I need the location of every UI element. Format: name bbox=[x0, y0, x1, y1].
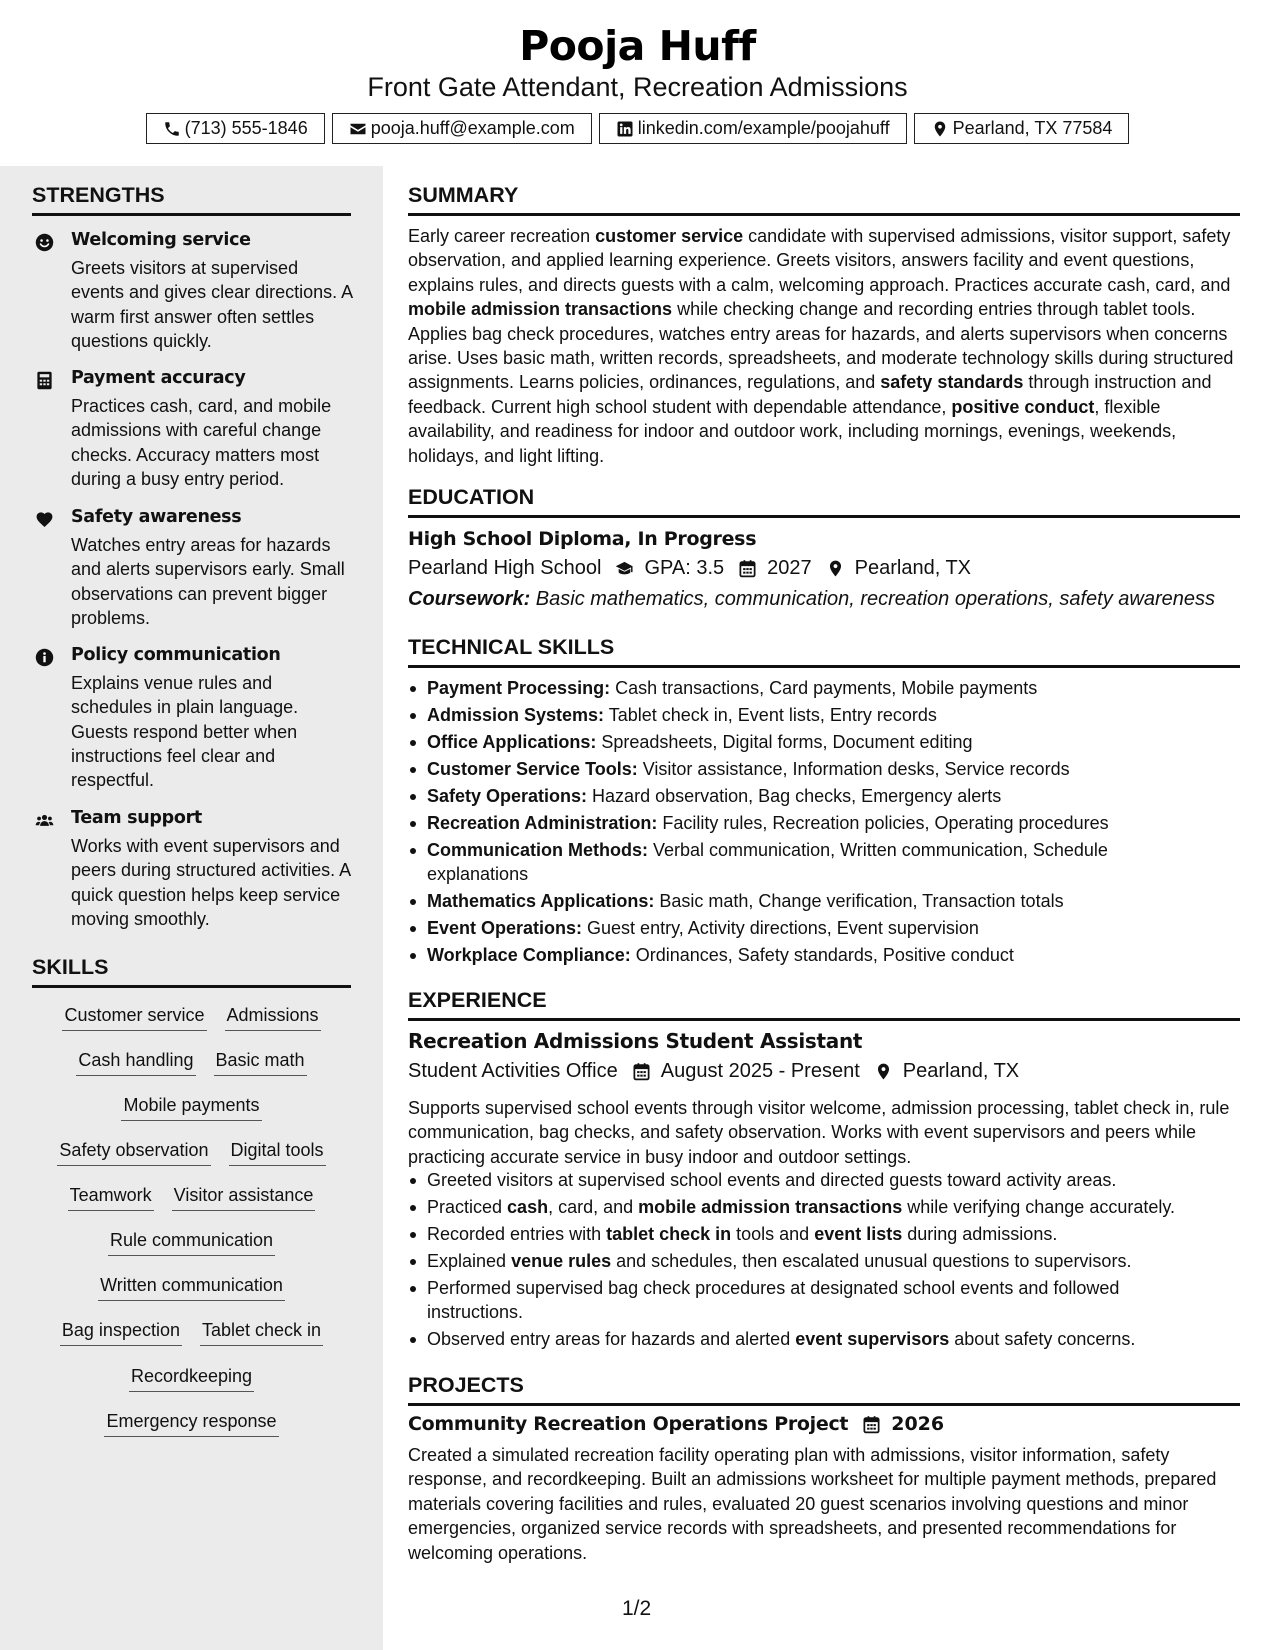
list-item bbox=[408, 757, 1198, 781]
strength-title: Welcoming service bbox=[71, 230, 251, 250]
coursework-label: Coursework: bbox=[408, 588, 531, 610]
tech-skill-values: Cash transactions, Card payments, Mobile payments bbox=[610, 678, 1038, 698]
skills-row bbox=[32, 1275, 351, 1301]
skills-row bbox=[32, 1230, 351, 1256]
skills-row bbox=[32, 1140, 351, 1166]
list-item bbox=[408, 703, 1198, 727]
coursework-text: Basic mathematics, communication, recreation operations, safety awareness bbox=[530, 588, 1216, 610]
candidate-headline: Front Gate Attendant, Recreation Admissions bbox=[367, 72, 908, 102]
list-item: Recorded entries with tablet check in tools and event lists during admissions. bbox=[408, 1222, 1198, 1246]
map-pin-icon bbox=[874, 1062, 893, 1081]
tech-skill-values: Visitor assistance, Information desks, Service records bbox=[637, 759, 1070, 779]
project-year: 2026 bbox=[891, 1413, 945, 1435]
education-school: Pearland High School bbox=[408, 557, 602, 579]
skill-chip: Customer service bbox=[62, 1005, 206, 1031]
experience-heading: EXPERIENCE bbox=[408, 988, 1240, 1021]
skill-chip: Admissions bbox=[225, 1005, 321, 1031]
tech-skill-label: Mathematics Applications: bbox=[427, 891, 655, 911]
project-description: Created a simulated recreation facility operating plan with admissions, visitor information, safety response, and recordkeeping. Built an admissions worksheet for multiple payment methods, prepared materials covering facilities and rules, evaluated 20 guest scenarios involving questions and minor emergencies, organized service records with spreadsheets, and presented recommendations for welcoming operations. bbox=[408, 1445, 1217, 1563]
education-heading: EDUCATION bbox=[408, 485, 1240, 518]
contact-email[interactable] bbox=[332, 113, 592, 144]
list-item: Explained venue rules and schedules, then escalated unusual questions to supervisors. bbox=[408, 1249, 1198, 1273]
experience-location: Pearland, TX bbox=[902, 1060, 1020, 1082]
skills-row bbox=[32, 1005, 351, 1031]
strength-title: Policy communication bbox=[71, 645, 281, 665]
experience-title: Recreation Admissions Student Assistant bbox=[408, 1029, 863, 1053]
skills-row bbox=[32, 1095, 351, 1121]
list-item bbox=[408, 943, 1198, 967]
education-coursework bbox=[408, 588, 1215, 611]
tech-skill-label: Communication Methods: bbox=[427, 840, 648, 860]
strengths-heading: STRENGTHS bbox=[32, 183, 351, 216]
envelope-icon bbox=[349, 120, 367, 138]
education-gpa: GPA: 3.5 bbox=[644, 557, 725, 579]
tech-skill-values: Hazard observation, Bag checks, Emergency alerts bbox=[587, 786, 1002, 806]
summary-heading: SUMMARY bbox=[408, 183, 1240, 216]
tech-skill-label: Customer Service Tools: bbox=[427, 759, 638, 779]
list-item bbox=[408, 889, 1198, 913]
tech-skill-values: Basic math, Change verification, Transaction totals bbox=[654, 891, 1064, 911]
contact-bar bbox=[0, 113, 1275, 144]
technical-skills-heading: TECHNICAL SKILLS bbox=[408, 635, 1240, 668]
contact-phone[interactable] bbox=[146, 113, 325, 144]
strength-description: Works with event supervisors and peers during structured activities. A quick question helps keep service moving smoothly. bbox=[71, 836, 351, 929]
skill-chip: Cash handling bbox=[76, 1050, 195, 1076]
skills-row bbox=[32, 1411, 351, 1437]
smile-icon bbox=[35, 233, 54, 252]
education-year: 2027 bbox=[767, 557, 812, 579]
skills-row bbox=[32, 1366, 351, 1392]
contact-email-text: pooja.huff@example.com bbox=[370, 118, 575, 138]
calculator-icon bbox=[35, 371, 54, 390]
list-item: Greeted visitors at supervised school events and directed guests toward activity areas. bbox=[408, 1168, 1198, 1192]
skill-chip: Basic math bbox=[214, 1050, 307, 1076]
strength-description: Practices cash, card, and mobile admissions with careful change checks. Accuracy matters most during a busy entry period. bbox=[71, 396, 332, 489]
calendar-icon bbox=[738, 559, 757, 578]
tech-skill-values: Spreadsheets, Digital forms, Document editing bbox=[596, 732, 973, 752]
map-pin-icon bbox=[931, 120, 949, 138]
tech-skill-values: Guest entry, Activity directions, Event supervision bbox=[582, 918, 979, 938]
strength-description: Watches entry areas for hazards and alerts supervisors early. Small observations can prevent bigger problems. bbox=[71, 535, 345, 628]
linkedin-icon bbox=[616, 120, 634, 138]
tech-skill-label: Payment Processing: bbox=[427, 678, 611, 698]
page-number: 1/2 bbox=[622, 1597, 652, 1620]
tech-skill-values: Verbal communication, Written communication, Schedule explanations bbox=[427, 840, 1108, 884]
list-item: Observed entry areas for hazards and alerted event supervisors about safety concerns. bbox=[408, 1327, 1198, 1351]
candidate-name: Pooja Huff bbox=[519, 22, 756, 70]
skill-chip: Recordkeeping bbox=[129, 1366, 254, 1392]
skill-chip: Written communication bbox=[98, 1275, 285, 1301]
info-icon bbox=[35, 648, 54, 667]
technical-skills-list bbox=[408, 676, 1198, 970]
projects-heading: PROJECTS bbox=[408, 1373, 1240, 1406]
skill-chip: Safety observation bbox=[57, 1140, 210, 1166]
experience-dates: August 2025 - Present bbox=[660, 1060, 860, 1082]
tech-skill-label: Recreation Administration: bbox=[427, 813, 658, 833]
education-degree: High School Diploma, In Progress bbox=[408, 528, 757, 550]
experience-meta bbox=[408, 1060, 1019, 1083]
summary-text: Early career recreation customer service candidate with supervised admissions, visitor support, safety observation, and applied learning experience. Greets visitors, answers facility and event questions, explains rules, and directs guests with a calm, welcoming approach. Practices accurate cash, card, and mobile admission transactions while checking change and recording entries through tablet tools. Applies bag check procedures, watches entry areas for hazards, and alerts supervisors when concerns arise. Uses basic math, written records, spreadsheets, and moderate technology skills during structured assignments. Learns policies, ordinances, regulations, and safety standards through instruction and feedback. Current high school student with dependable attendance, positive conduct, flexible availability, and readiness for indoor and outdoor work, including mornings, evenings, weekends, holidays, and light lifting. bbox=[408, 226, 1234, 466]
experience-org: Student Activities Office bbox=[408, 1060, 618, 1082]
resume-header bbox=[0, 0, 1275, 166]
skill-chip: Mobile payments bbox=[121, 1095, 261, 1121]
list-item bbox=[408, 730, 1198, 754]
skills-row bbox=[32, 1185, 351, 1211]
project-title-row bbox=[408, 1413, 944, 1435]
tech-skill-label: Event Operations: bbox=[427, 918, 583, 938]
phone-icon bbox=[163, 120, 181, 138]
tech-skill-label: Safety Operations: bbox=[427, 786, 588, 806]
users-icon bbox=[35, 811, 54, 830]
contact-location bbox=[914, 113, 1130, 144]
strength-description: Explains venue rules and schedules in plain language. Guests respond better when instructions feel clear and respectful. bbox=[71, 673, 299, 791]
tech-skill-values: Tablet check in, Event lists, Entry records bbox=[604, 705, 937, 725]
map-pin-icon bbox=[826, 559, 845, 578]
skill-chip: Teamwork bbox=[68, 1185, 154, 1211]
contact-linkedin-text: linkedin.com/example/poojahuff bbox=[637, 118, 890, 138]
calendar-icon bbox=[862, 1415, 881, 1434]
graduation-cap-icon bbox=[615, 559, 634, 578]
experience-bullets bbox=[408, 1168, 1198, 1354]
list-item: Performed supervised bag check procedures at designated school events and followed instructions. bbox=[408, 1276, 1198, 1324]
skills-row bbox=[32, 1320, 351, 1346]
project-title: Community Recreation Operations Project bbox=[408, 1413, 849, 1435]
experience-summary: Supports supervised school events through visitor welcome, admission processing, tablet check in, rule communication, bag checks, and safety observation. Works with event supervisors and peers while practicing accurate service in busy indoor and outdoor settings. bbox=[408, 1098, 1230, 1167]
education-location: Pearland, TX bbox=[854, 557, 972, 579]
calendar-icon bbox=[632, 1062, 651, 1081]
contact-linkedin[interactable] bbox=[599, 113, 907, 144]
list-item bbox=[408, 811, 1198, 835]
tech-skill-values: Facility rules, Recreation policies, Operating procedures bbox=[657, 813, 1109, 833]
tech-skill-label: Workplace Compliance: bbox=[427, 945, 631, 965]
skill-chip: Visitor assistance bbox=[172, 1185, 316, 1211]
list-item bbox=[408, 916, 1198, 940]
skills-heading: SKILLS bbox=[32, 955, 351, 988]
skills-row bbox=[32, 1050, 351, 1076]
tech-skill-values: Ordinances, Safety standards, Positive conduct bbox=[630, 945, 1014, 965]
contact-location-text: Pearland, TX 77584 bbox=[952, 118, 1113, 138]
strength-title: Safety awareness bbox=[71, 507, 242, 527]
strength-title: Payment accuracy bbox=[71, 368, 246, 388]
strength-description: Greets visitors at supervised events and gives clear directions. A warm first answer often settles questions quickly. bbox=[71, 258, 353, 351]
list-item bbox=[408, 838, 1198, 886]
tech-skill-label: Office Applications: bbox=[427, 732, 597, 752]
contact-phone-text: (713) 555-1846 bbox=[184, 118, 308, 138]
skill-chip: Rule communication bbox=[108, 1230, 275, 1256]
heart-icon bbox=[35, 510, 54, 529]
skill-chip: Digital tools bbox=[229, 1140, 326, 1166]
skill-chip: Tablet check in bbox=[200, 1320, 323, 1346]
skill-chip: Emergency response bbox=[104, 1411, 278, 1437]
tech-skill-label: Admission Systems: bbox=[427, 705, 605, 725]
list-item: Practiced cash, card, and mobile admission transactions while verifying change accurately. bbox=[408, 1195, 1198, 1219]
skill-chip: Bag inspection bbox=[60, 1320, 182, 1346]
list-item bbox=[408, 784, 1198, 808]
list-item bbox=[408, 676, 1198, 700]
education-meta bbox=[408, 557, 971, 580]
strength-title: Team support bbox=[71, 808, 202, 828]
